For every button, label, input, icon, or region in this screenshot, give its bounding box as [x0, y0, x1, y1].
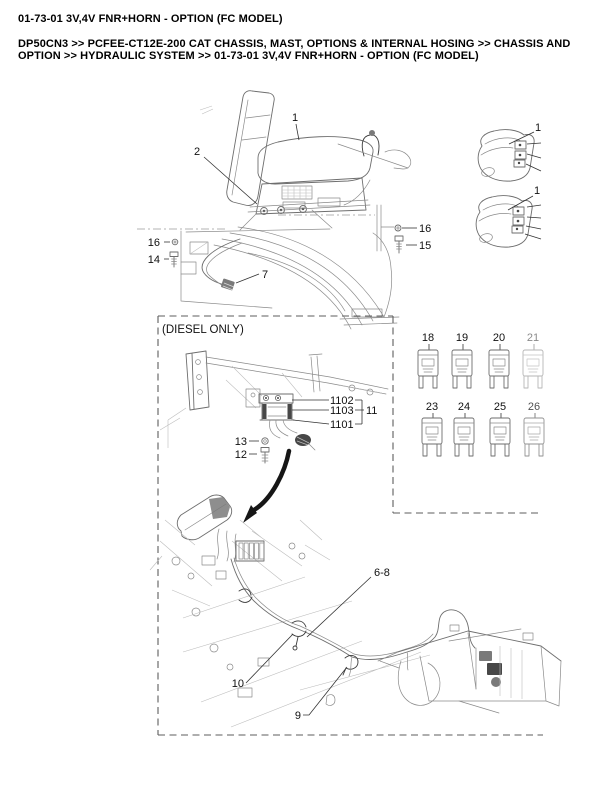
callout-1-seat [292, 112, 299, 140]
relay-label-19: 19 [455, 332, 469, 344]
callout-label-inset-bottom: 1 [533, 185, 541, 197]
callout-label-bolt-right: 15 [419, 240, 432, 252]
relay-label-24: 24 [457, 401, 471, 413]
relay-item-24 [454, 401, 474, 456]
callout-label-washer-right: 16 [419, 223, 432, 235]
callout-label-harness-clip: 9 [294, 710, 301, 722]
callout-label-horn-wire: 7 [262, 269, 269, 281]
relay-item-19 [452, 332, 472, 388]
callout-label-1103: 1103 [330, 405, 354, 417]
callout-label-bolt: 12 [234, 449, 247, 461]
diesel-only-label: (DIESEL ONLY) [162, 324, 244, 336]
locator-arrow [243, 451, 289, 523]
callout-label-harness-clamp: 10 [231, 678, 244, 690]
relay-unit [259, 394, 377, 450]
relay-label-21: 21 [526, 332, 540, 344]
callout-label-bolt-left: 14 [147, 254, 160, 266]
breadcrumb: DP50CN3 >> PCFEE-CT12E-200 CAT CHASSIS, MAST, OPTIONS & INTERNAL HOSING >> CHASSIS AND OPTION >> HYDRAULIC SYSTEM >> 01-73-01 3V,4V FNR+HORN - OPTION (FC MODEL) [18, 38, 571, 62]
horn-wire [202, 239, 268, 291]
armrest-inset-top [478, 122, 541, 181]
callout-10 [232, 634, 293, 690]
relay-label-20: 20 [492, 332, 506, 344]
callout-label-washer-left: 16 [147, 237, 160, 249]
relay-item-20 [489, 332, 509, 388]
callout-label-inset-top: 1 [534, 122, 542, 134]
page-title: 01-73-01 3V,4V FNR+HORN - OPTION (FC MODEL) [18, 13, 283, 25]
engine-drawing [150, 495, 430, 727]
relay-label-26: 26 [527, 401, 541, 413]
relay-item-25 [490, 401, 510, 456]
callout-label-nut: 13 [234, 436, 247, 448]
callout-9 [295, 667, 347, 722]
callout-label-seat: 1 [291, 112, 299, 124]
callout-label-armrest-bracket: 2 [193, 146, 201, 158]
chassis-frame [160, 351, 388, 448]
seat-assembly [200, 91, 411, 230]
relay-item-23 [422, 401, 442, 456]
callout-2-armrest-bracket [194, 146, 257, 204]
mount-hardware [235, 436, 269, 463]
callout-label-11: 11 [366, 405, 378, 417]
callout-label-1101: 1101 [330, 419, 354, 431]
callout-label-1102: 1102 [330, 395, 354, 407]
relay-parts-grid [418, 332, 544, 456]
relay-item-18 [418, 332, 438, 388]
relay-item-21 [523, 332, 543, 388]
callout-label-main-harness: 6-8 [374, 567, 390, 579]
relay-item-26 [524, 401, 544, 456]
relay-label-23: 23 [425, 401, 439, 413]
hardware-left [148, 237, 178, 267]
armrest-inset-bottom [476, 185, 541, 247]
relay-label-25: 25 [493, 401, 507, 413]
relay-label-18: 18 [421, 332, 435, 344]
transmission-drawing [378, 625, 561, 713]
